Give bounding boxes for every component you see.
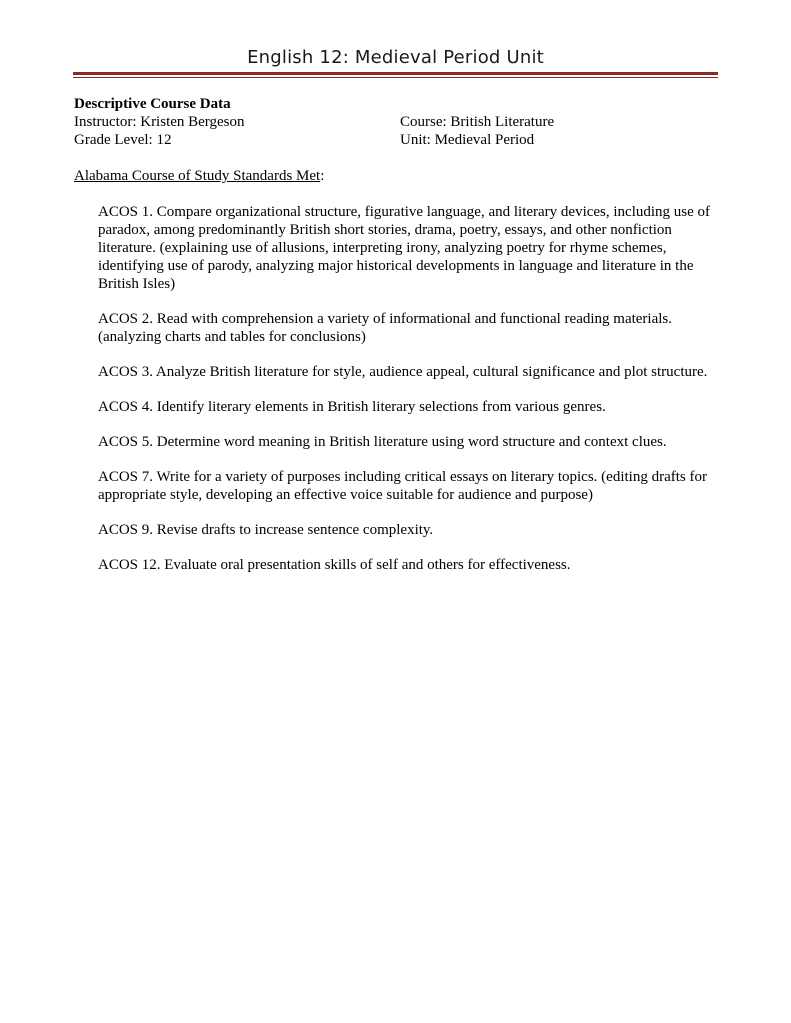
course-meta-row-2 (74, 131, 718, 149)
standards-heading-text: Alabama Course of Study Standards Met (74, 168, 321, 184)
standard-item: ACOS 7. Write for a variety of purposes including critical essays on literary topics. (editing drafts for appropriate style, developing an effective voice suitable for audience and purpose) (98, 469, 707, 503)
instructor-text: Instructor: Kristen Bergeson (74, 114, 245, 130)
standard-item: ACOS 9. Revise drafts to increase sentence complexity. (98, 522, 434, 538)
document-body (74, 95, 718, 591)
standards-list (74, 203, 718, 574)
standard-item: ACOS 4. Identify literary elements in British literary selections from various genres. (98, 399, 606, 415)
standard-item: ACOS 3. Analyze British literature for style, audience appeal, cultural significance and plot structure. (98, 364, 708, 380)
page-header-title: English 12: Medieval Period Unit (247, 47, 544, 68)
standard-item: ACOS 1. Compare organizational structure, figurative language, and literary devices, including use of paradox, among predominantly British short stories, drama, poetry, essays, and other nonfiction literature. (explaining use of allusions, interpreting irony, analyzing poetry for rhyme schemes, identifying use of parody, analyzing major historical developments in language and literature in the British Isles) (98, 204, 711, 292)
grade-level-text: Grade Level: 12 (74, 132, 172, 148)
standards-heading-colon: : (320, 168, 325, 184)
header-rule-thin (73, 77, 718, 78)
standard-item: ACOS 5. Determine word meaning in British literature using word structure and context clues. (98, 434, 667, 450)
course-data-heading: Descriptive Course Data (74, 96, 231, 112)
course-text: Course: British Literature (400, 114, 555, 130)
header-rule-thick (73, 72, 718, 75)
standard-item: ACOS 2. Read with comprehension a variety of informational and functional reading materials. (analyzing charts and tables for conclusions) (98, 311, 673, 345)
standards-heading (74, 167, 718, 185)
unit-text: Unit: Medieval Period (400, 132, 535, 148)
course-meta-row-1 (74, 113, 718, 131)
standard-item: ACOS 12. Evaluate oral presentation skills of self and others for effectiveness. (98, 557, 571, 573)
